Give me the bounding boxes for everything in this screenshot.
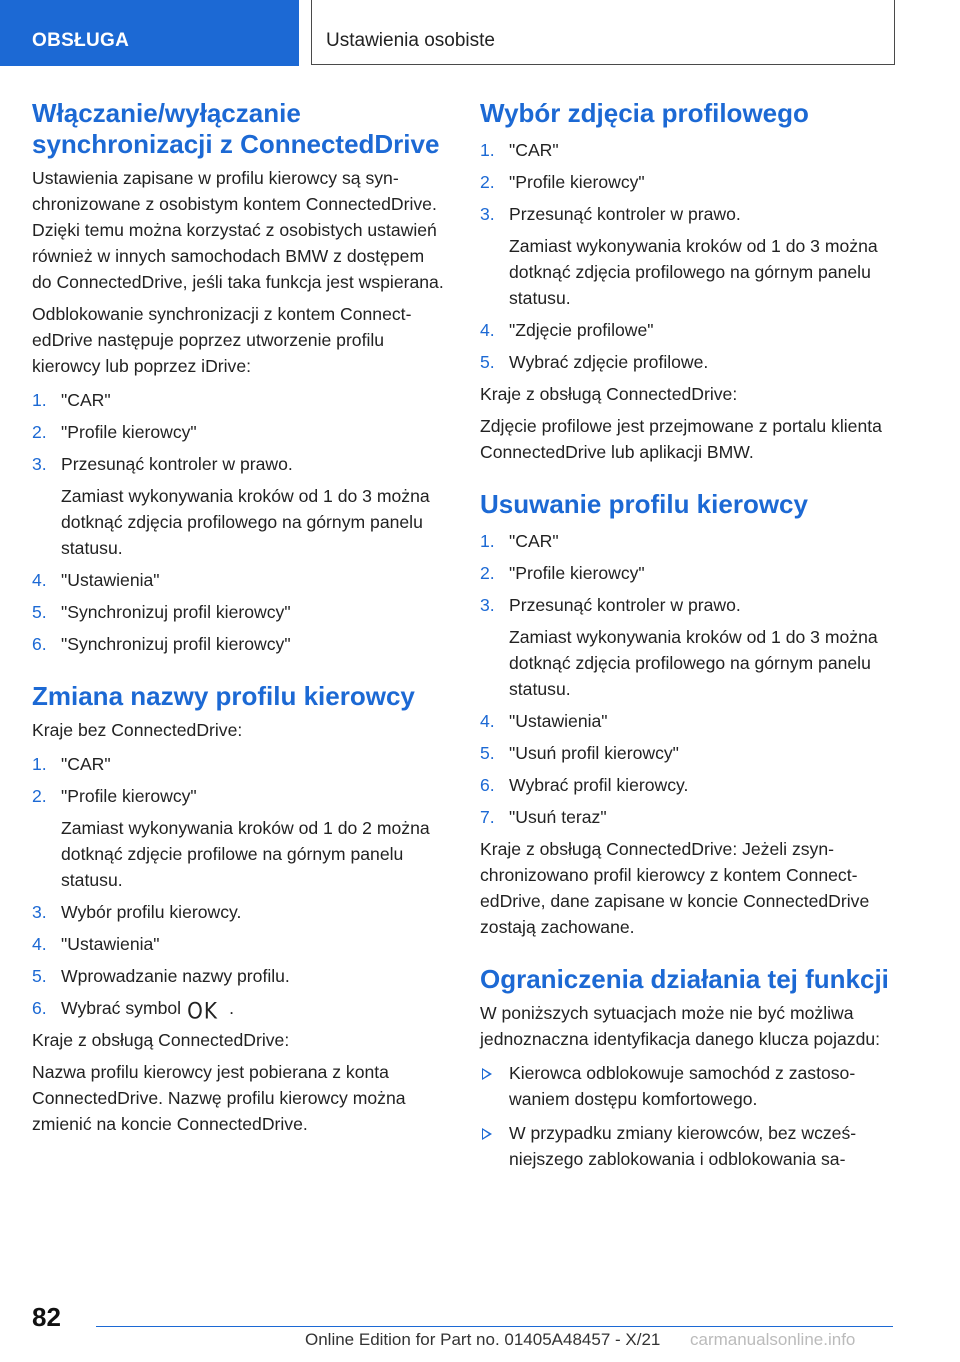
list-item: 5. Wybrać zdjęcie profilowe.: [480, 352, 709, 372]
page-title-box: [311, 0, 895, 65]
footer-divider: [96, 1326, 893, 1327]
list-item: 6. Wybrać profil kierowcy.: [480, 775, 689, 795]
footer-edition: Online Edition for Part no. 01405A48457 - X/21: [305, 1330, 661, 1349]
list-item: 3. Przesunąć kontroler w prawo.: [480, 204, 741, 224]
section-tab: [0, 0, 299, 66]
list-item: 6. "Synchronizuj profil kierowcy": [32, 634, 291, 654]
list-item: 2. "Profile kierowcy": [480, 172, 645, 192]
limits-bullets: [480, 1060, 896, 1172]
photo-cd-para: Zdjęcie profilowe jest przejmowane z portalu klienta ConnectedDrive lub aplikacji BMW.: [480, 416, 882, 462]
step-note: Zamiast wykonywania kroków od 1 do 3 można dotknąć zdjęcia profilowego na górnym panelu statusu.: [61, 486, 430, 558]
list-item: 3. Wybór profilu kierowcy.: [32, 902, 242, 922]
ok-symbol-icon: OK: [187, 997, 218, 1025]
list-item: 3. Przesunąć kontroler w prawo.: [32, 454, 293, 474]
list-item: 4. "Ustawienia": [32, 570, 160, 590]
rename-steps: [32, 751, 448, 1025]
triangle-bullet-icon: [482, 1128, 492, 1140]
list-item: 5. "Synchronizuj profil kierowcy": [32, 602, 291, 622]
page-number: 82: [32, 1302, 61, 1332]
list-item: 2. "Profile kierowcy": [32, 786, 197, 806]
photo-steps: [480, 137, 896, 375]
delete-steps: [480, 528, 896, 830]
list-item: 4. "Zdjęcie profilowe": [480, 320, 654, 340]
delete-heading: Usuwanie profilu kierowcy: [480, 489, 808, 519]
list-item: 6. Wybrać symbol OK .: [32, 997, 234, 1025]
list-item: 5. "Usuń profil kierowcy": [480, 743, 679, 763]
sync-steps: [32, 387, 448, 657]
list-item: W przypadku zmiany kierowców, bez wcześniejszego zablokowania i odblokowania sa-: [480, 1120, 896, 1172]
limits-heading: Ograniczenia działania tej funkcji: [480, 964, 889, 994]
photo-cd-label: Kraje z obsługą ConnectedDrive:: [480, 384, 738, 404]
limits-intro: W poniższych sytuacjach może nie być możliwa jednoznaczna identyfikacja danego klucza pojazdu:: [480, 1003, 881, 1049]
list-item: 1. "CAR": [480, 140, 559, 160]
rename-cd-para: Nazwa profilu kierowcy jest pobierana z konta ConnectedDrive. Nazwę profilu kierowcy można zmienić na koncie ConnectedDrive.: [32, 1062, 406, 1134]
list-item: 4. "Ustawienia": [480, 711, 608, 731]
page-title: Ustawienia osobiste: [326, 30, 495, 51]
step-note: Zamiast wykonywania kroków od 1 do 3 można dotknąć zdjęcia profilowego na górnym panelu statusu.: [509, 627, 878, 699]
left-column: [32, 98, 448, 1137]
sync-heading: Włączanie/wyłączanie synchronizacji z ConnectedDrive: [32, 98, 440, 159]
right-column: [480, 98, 896, 1180]
list-item: 3. Przesunąć kontroler w prawo.: [480, 595, 741, 615]
list-item: 1. "CAR": [32, 390, 111, 410]
sync-para-1: Ustawienia zapisane w profilu kierowcy są synchronizowane z osobistym kontem ConnectedDrive. Dzięki temu można korzystać z osobistych ustawień również w innych samochodach BMW z dostępem do ConnectedDrive, jeśli taka funkcja jest wspierana.: [32, 168, 444, 292]
list-item: 2. "Profile kierowcy": [32, 422, 197, 442]
list-item: Kierowca odblokowuje samochód z zastosowaniem dostępu komfortowego.: [480, 1060, 896, 1112]
sync-para-2: Odblokowanie synchronizacji z kontem ConnectedDrive następuje poprzez utworzenie profilu kierowcy lub poprzez iDrive:: [32, 304, 412, 376]
delete-cd-para: Kraje z obsługą ConnectedDrive: Jeżeli zsynchronizowano profil kierowcy z kontem ConnectedDrive, dane zapisane w koncie ConnectedDrive zostają zachowane.: [480, 839, 870, 937]
list-item: 4. "Ustawienia": [32, 934, 160, 954]
photo-heading: Wybór zdjęcia profilowego: [480, 98, 809, 128]
rename-intro: Kraje bez ConnectedDrive:: [32, 720, 243, 740]
section-tab-label: OBSŁUGA: [32, 30, 130, 51]
list-item: 1. "CAR": [480, 531, 559, 551]
list-item: 1. "CAR": [32, 754, 111, 774]
footer-watermark: carmanualsonline.info: [690, 1330, 856, 1349]
rename-cd-label: Kraje z obsługą ConnectedDrive:: [32, 1030, 290, 1050]
step-note: Zamiast wykonywania kroków od 1 do 3 można dotknąć zdjęcia profilowego na górnym panelu statusu.: [509, 236, 878, 308]
step-note: Zamiast wykonywania kroków od 1 do 2 można dotknąć zdjęcie profilowe na górnym panelu statusu.: [61, 818, 430, 890]
list-item: 7. "Usuń teraz": [480, 807, 607, 827]
list-item: 2. "Profile kierowcy": [480, 563, 645, 583]
triangle-bullet-icon: [482, 1068, 492, 1080]
rename-heading: Zmiana nazwy profilu kierowcy: [32, 681, 415, 711]
list-item: 5. Wprowadzanie nazwy profilu.: [32, 966, 290, 986]
